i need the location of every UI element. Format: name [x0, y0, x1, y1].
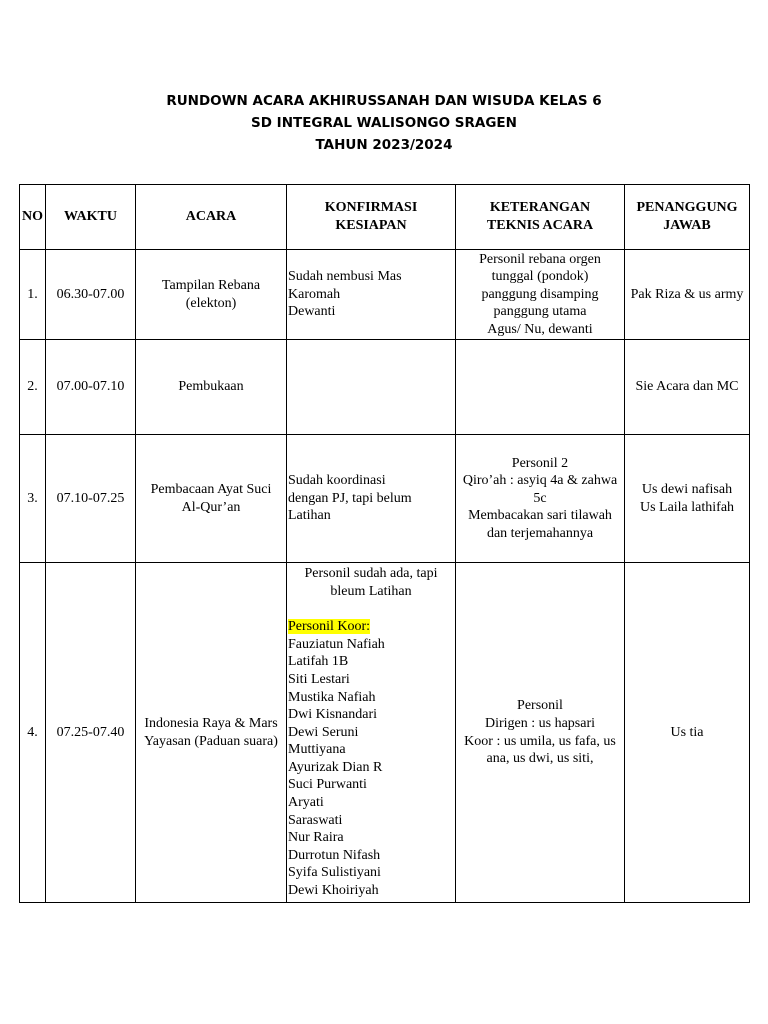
table-row [20, 563, 750, 903]
keterangan-line: Dirigen : us hapsari [484, 715, 596, 731]
konfirmasi-intro-line: bleum Latihan [330, 583, 412, 599]
acara-line: Pembacaan Ayat Suci [150, 481, 272, 497]
header-keterangan [456, 185, 625, 250]
koor-label-line [288, 618, 454, 636]
koor-member: Dewi Khoiriyah [288, 883, 379, 899]
keterangan-line: Koor : us umila, us fafa, us [464, 733, 616, 749]
penanggung-line: Us Laila lathifah [639, 499, 735, 515]
konfirmasi-line: Sudah koordinasi [288, 473, 386, 489]
keterangan-line: dan terjemahannya [486, 525, 594, 541]
cell-keterangan [456, 563, 625, 903]
keterangan-line: Personil [517, 698, 563, 714]
cell-penanggung [625, 340, 750, 435]
koor-member: Durrotun Nifash [288, 847, 381, 863]
cell-acara [136, 340, 287, 435]
cell-acara [136, 563, 287, 903]
koor-label: Personil Koor: [288, 619, 371, 635]
konfirmasi-line: Sudah nembusi Mas [288, 269, 402, 285]
cell-keterangan [456, 435, 625, 563]
penanggung-line: Us tia [670, 724, 704, 740]
spacer [288, 601, 454, 619]
header-no: NO [20, 185, 46, 250]
koor-member: Nur Raira [288, 830, 344, 846]
konfirmasi-line: Karomah [288, 286, 341, 302]
penanggung-line: Sie Acara dan MC [635, 379, 739, 395]
keterangan-line: Personil rebana orgen [479, 251, 601, 267]
koor-member: Saraswati [288, 812, 343, 828]
keterangan-line: Qiro’ah : asyiq 4a & zahwa [462, 473, 618, 489]
keterangan-line: Agus/ Nu, dewanti [487, 321, 593, 337]
header-konfirmasi-line-1: KONFIRMASI [324, 200, 418, 216]
header-penanggung-line-2: JAWAB [663, 218, 711, 233]
konfirmasi-line: Dewanti [288, 304, 336, 320]
header-acara: ACARA [136, 185, 287, 250]
cell-acara [136, 250, 287, 340]
cell-penanggung [625, 563, 750, 903]
koor-member: Muttiyana [288, 742, 346, 758]
table-row [20, 340, 750, 435]
header-penanggung-line-1: PENANGGUNG [636, 200, 738, 216]
cell-waktu: 06.30-07.00 [46, 250, 136, 340]
keterangan-line: panggung utama [493, 304, 587, 320]
konfirmasi-line: dengan PJ, tapi belum [288, 490, 412, 506]
acara-line: (elekton) [185, 295, 237, 311]
header-konfirmasi [287, 185, 456, 250]
koor-member: Dwi Kisnandari [288, 707, 378, 723]
keterangan-line: tunggal (pondok) [491, 269, 589, 285]
title-line-1: RUNDOWN ACARA AKHIRUSSANAH DAN WISUDA KELAS 6 [166, 93, 602, 109]
document-title-block [0, 90, 768, 156]
cell-waktu: 07.00-07.10 [46, 340, 136, 435]
acara-line: Indonesia Raya & Mars [144, 715, 278, 731]
cell-penanggung [625, 250, 750, 340]
cell-acara [136, 435, 287, 563]
table-row [20, 250, 750, 340]
cell-no: 2. [20, 340, 46, 435]
penanggung-line: Us dewi nafisah [641, 481, 733, 497]
keterangan-line: 5c [533, 490, 547, 506]
acara-line: Tampilan Rebana [161, 277, 261, 293]
koor-member: Ayurizak Dian R [288, 759, 383, 775]
konfirmasi-intro-line: Personil sudah ada, tapi [304, 566, 438, 582]
acara-line: Al-Qur’an [181, 499, 241, 515]
table-header-row [20, 185, 750, 250]
cell-no: 3. [20, 435, 46, 563]
koor-member: Latifah 1B [288, 654, 349, 670]
cell-konfirmasi [287, 250, 456, 340]
acara-line: Pembukaan [178, 379, 244, 395]
penanggung-line: Pak Riza & us army [630, 286, 744, 302]
title-line-3: TAHUN 2023/2024 [315, 137, 453, 153]
konfirmasi-line: Latihan [288, 508, 331, 524]
keterangan-line: ana, us dwi, us siti, [486, 751, 594, 767]
acara-line: Yayasan (Paduan suara) [144, 733, 278, 749]
koor-member: Mustika Nafiah [288, 689, 376, 705]
title-line-2: SD INTEGRAL WALISONGO SRAGEN [251, 115, 517, 131]
cell-penanggung [625, 435, 750, 563]
cell-keterangan [456, 250, 625, 340]
cell-no: 1. [20, 250, 46, 340]
header-penanggung [625, 185, 750, 250]
cell-konfirmasi [287, 340, 456, 435]
cell-waktu: 07.10-07.25 [46, 435, 136, 563]
keterangan-line: Personil 2 [511, 455, 569, 471]
header-keterangan-line-1: KETERANGAN [489, 200, 591, 216]
table-row [20, 435, 750, 563]
cell-konfirmasi [287, 563, 456, 903]
koor-member: Suci Purwanti [288, 777, 367, 793]
header-konfirmasi-line-2: KESIAPAN [335, 218, 407, 233]
cell-no: 4. [20, 563, 46, 903]
koor-member: Aryati [288, 795, 324, 811]
keterangan-line: panggung disamping [481, 286, 599, 302]
cell-waktu: 07.25-07.40 [46, 563, 136, 903]
header-waktu: WAKTU [46, 185, 136, 250]
cell-konfirmasi [287, 435, 456, 563]
rundown-table [19, 184, 750, 903]
koor-member: Syifa Sulistiyani [288, 865, 381, 881]
koor-member: Fauziatun Nafiah [288, 636, 385, 652]
koor-member: Siti Lestari [288, 671, 350, 687]
header-keterangan-line-2: TEKNIS ACARA [486, 218, 594, 233]
koor-member: Dewi Seruni [288, 724, 359, 740]
keterangan-line: Membacakan sari tilawah [468, 508, 612, 524]
cell-keterangan [456, 340, 625, 435]
